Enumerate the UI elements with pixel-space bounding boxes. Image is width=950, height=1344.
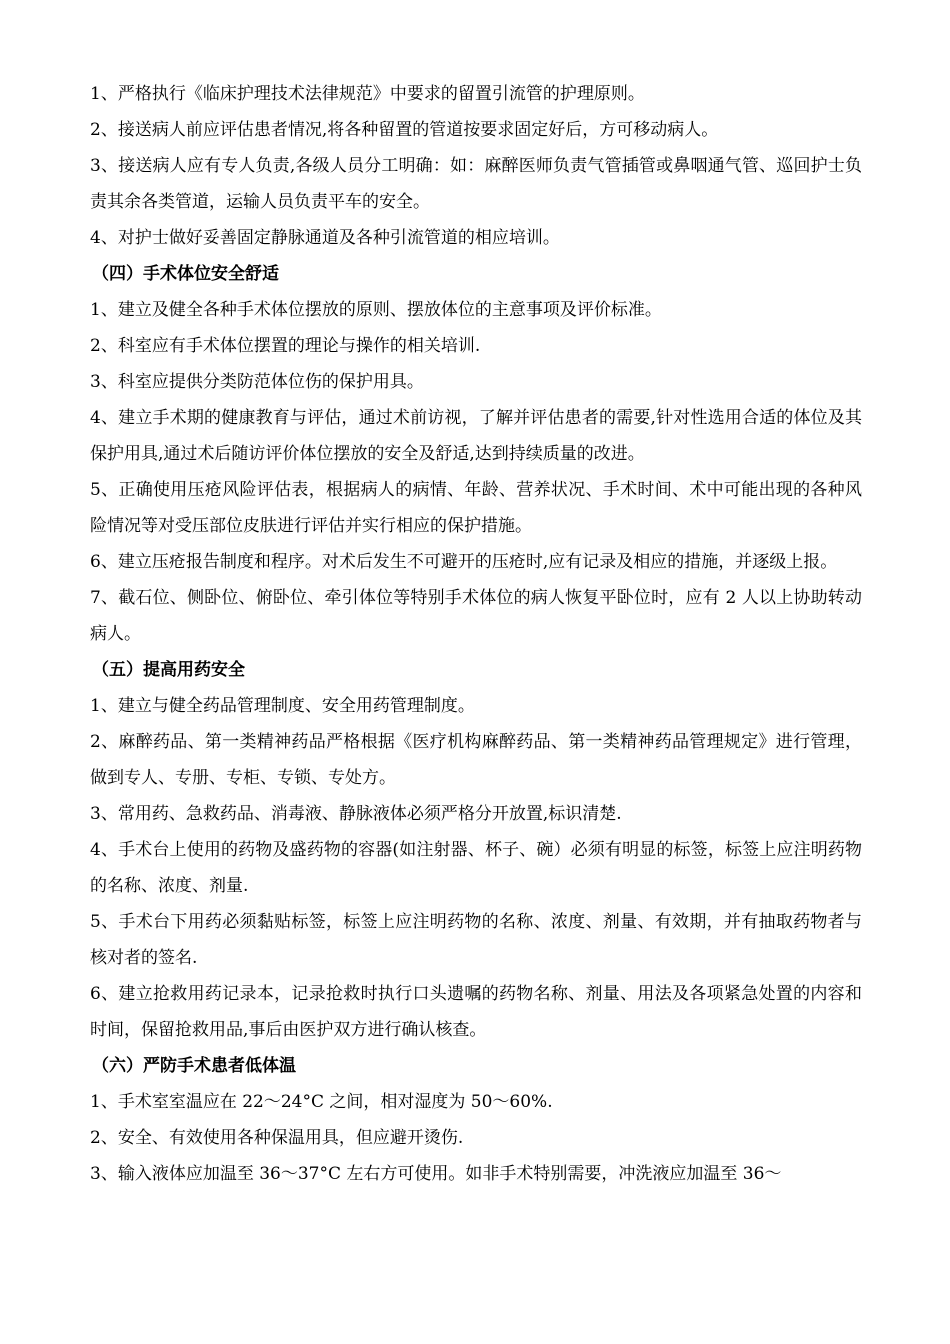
para-5-5: 5、手术台下用药必须黏贴标签，标签上应注明药物的名称、浓度、剂量、有效期，并有抽取药物者与核对者的签名.: [90, 912, 862, 968]
para-1-4: 4、对护士做好妥善固定静脉通道及各种引流管道的相应培训。: [90, 228, 560, 248]
para-4-5: 5、正确使用压疮风险评估表，根据病人的病情、年龄、营养状况、手术时间、术中可能出现的各种风险情况等对受压部位皮肤进行评估并实行相应的保护措施。: [90, 480, 862, 536]
document-page: [90, 76, 862, 1192]
para-5-3: 3、常用药、急救药品、消毒液、静脉液体必须严格分开放置,标识清楚.: [90, 804, 622, 824]
para-4-3: 3、科室应提供分类防范体位伤的保护用具。: [90, 372, 424, 392]
para-4-7: 7、截石位、侧卧位、俯卧位、牵引体位等特别手术体位的病人恢复平卧位时，应有 2 人以上协助转动病人。: [90, 588, 862, 644]
para-6-2: 2、安全、有效使用各种保温用具，但应避开烫伤.: [90, 1128, 464, 1148]
para-5-6: 6、建立抢救用药记录本，记录抢救时执行口头遗嘱的药物名称、剂量、用法及各项紧急处置的内容和时间，保留抢救用品,事后由医护双方进行确认核查。: [90, 984, 862, 1040]
para-4-2: 2、科室应有手术体位摆置的理论与操作的相关培训.: [90, 336, 481, 356]
section-4-heading: （四）手术体位安全舒适: [92, 264, 279, 284]
section-6-heading: （六）严防手术患者低体温: [92, 1056, 296, 1076]
para-5-2: 2、麻醉药品、第一类精神药品严格根据《医疗机构麻醉药品、第一类精神药品管理规定》进行管理，做到专人、专册、专柜、专锁、专处方。: [90, 732, 862, 788]
para-5-1: 1、建立与健全药品管理制度、安全用药管理制度。: [90, 696, 475, 716]
para-4-4: 4、建立手术期的健康教育与评估，通过术前访视，了解并评估患者的需要,针对性选用合适的体位及其保护用具,通过术后随访评价体位摆放的安全及舒适,达到持续质量的改进。: [90, 408, 862, 464]
para-5-4: 4、手术台上使用的药物及盛药物的容器(如注射器、杯子、碗）必须有明显的标签，标签上应注明药物的名称、浓度、剂量.: [90, 840, 862, 896]
para-6-3: 3、输入液体应加温至 36～37°C 左右方可使用。如非手术特别需要，冲洗液应加温至 36～: [90, 1164, 782, 1184]
para-4-6: 6、建立压疮报告制度和程序。对术后发生不可避开的压疮时,应有记录及相应的措施，并逐级上报。: [90, 552, 838, 572]
para-1-1: 1、严格执行《临床护理技术法律规范》中要求的留置引流管的护理原则。: [90, 84, 645, 104]
para-6-1: 1、手术室室温应在 22～24°C 之间，相对湿度为 50～60%.: [90, 1092, 553, 1112]
para-1-2: 2、接送病人前应评估患者情况,将各种留置的管道按要求固定好后，方可移动病人。: [90, 120, 719, 140]
section-5-heading: （五）提高用药安全: [92, 660, 245, 680]
para-1-3: 3、接送病人应有专人负责,各级人员分工明确：如：麻醉医师负责气管插管或鼻咽通气管、巡回护士负责其余各类管道，运输人员负责平车的安全。: [90, 156, 862, 212]
para-4-1: 1、建立及健全各种手术体位摆放的原则、摆放体位的主意事项及评价标准。: [90, 300, 662, 320]
